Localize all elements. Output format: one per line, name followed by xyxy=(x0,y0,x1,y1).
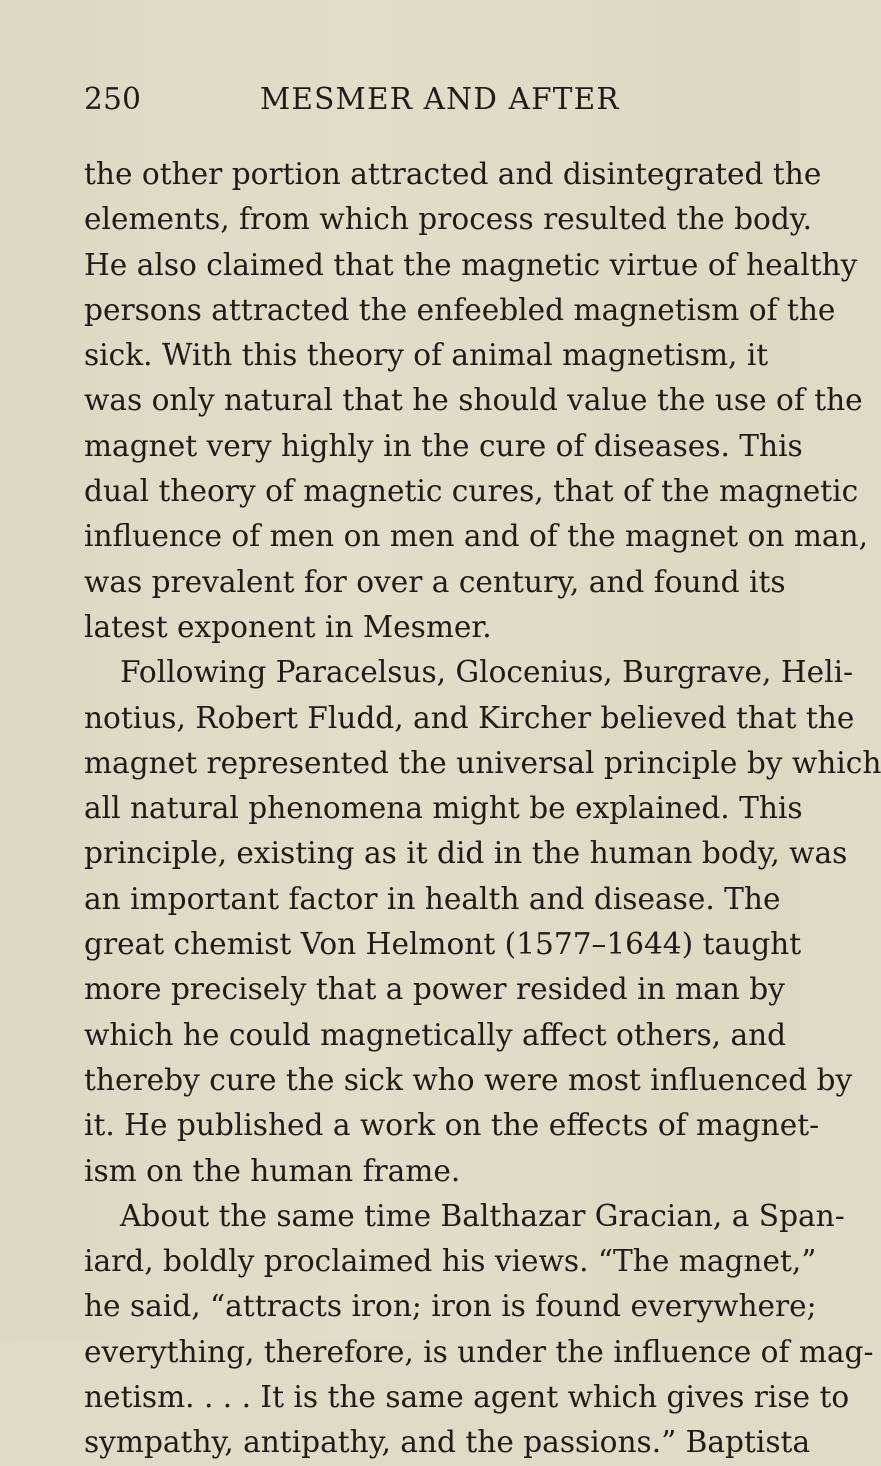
page-number: 250 xyxy=(84,82,142,116)
paragraph-start-line: Following Paracelsus, Glocenius, Burgrave, Heli- xyxy=(120,655,854,690)
paragraph-start-line: About the same time Balthazar Gracian, a Span- xyxy=(120,1198,845,1233)
text-line: He also claimed that the magnetic virtue of healthy xyxy=(84,247,858,282)
text-line: the other portion attracted and disintegrated the xyxy=(84,157,822,191)
text-line: all natural phenomena might be explained. This xyxy=(84,791,803,826)
text-line: more precisely that a power resided in man by xyxy=(84,972,785,1007)
text-line: dual theory of magnetic cures, that of the magnetic xyxy=(84,474,859,509)
running-head: MESMER AND AFTER xyxy=(260,82,620,116)
text-line: latest exponent in Mesmer. xyxy=(84,609,492,644)
text-line: he said, “attracts iron; iron is found everywhere; xyxy=(84,1289,817,1324)
page-header xyxy=(84,82,744,122)
text-line: magnet represented the universal principle by which xyxy=(84,745,881,780)
text-line: principle, existing as it did in the human body, was xyxy=(84,836,848,871)
text-line: thereby cure the sick who were most influenced by xyxy=(84,1062,853,1097)
text-line: notius, Robert Fludd, and Kircher believed that the xyxy=(84,700,855,735)
text-line: everything, therefore, is under the influence of mag- xyxy=(84,1334,874,1369)
text-line: great chemist Von Helmont (1577–1644) taught xyxy=(84,927,802,962)
text-line: magnet very highly in the cure of diseases. This xyxy=(84,428,803,463)
text-line: it. He published a work on the effects of magnet- xyxy=(84,1108,820,1143)
text-line: was prevalent for over a century, and found its xyxy=(84,564,786,599)
text-line: sick. With this theory of animal magnetism, it xyxy=(84,338,769,373)
text-line: influence of men on men and of the magnet on man, xyxy=(84,519,869,554)
text-line: persons attracted the enfeebled magnetism of the xyxy=(84,292,836,327)
text-line: which he could magnetically affect others, and xyxy=(84,1017,787,1052)
text-line: elements, from which process resulted the body. xyxy=(84,202,812,237)
text-line: an important factor in health and disease. The xyxy=(84,881,781,916)
body-text xyxy=(84,152,881,1466)
text-line: sympathy, antipathy, and the passions.” Baptista xyxy=(84,1425,811,1460)
text-line: netism. . . . It is the same agent which gives rise to xyxy=(84,1380,850,1415)
text-line: ism on the human frame. xyxy=(84,1153,461,1188)
text-line: was only natural that he should value the use of the xyxy=(84,383,863,418)
text-line: iard, boldly proclaimed his views. “The magnet,” xyxy=(84,1244,817,1279)
